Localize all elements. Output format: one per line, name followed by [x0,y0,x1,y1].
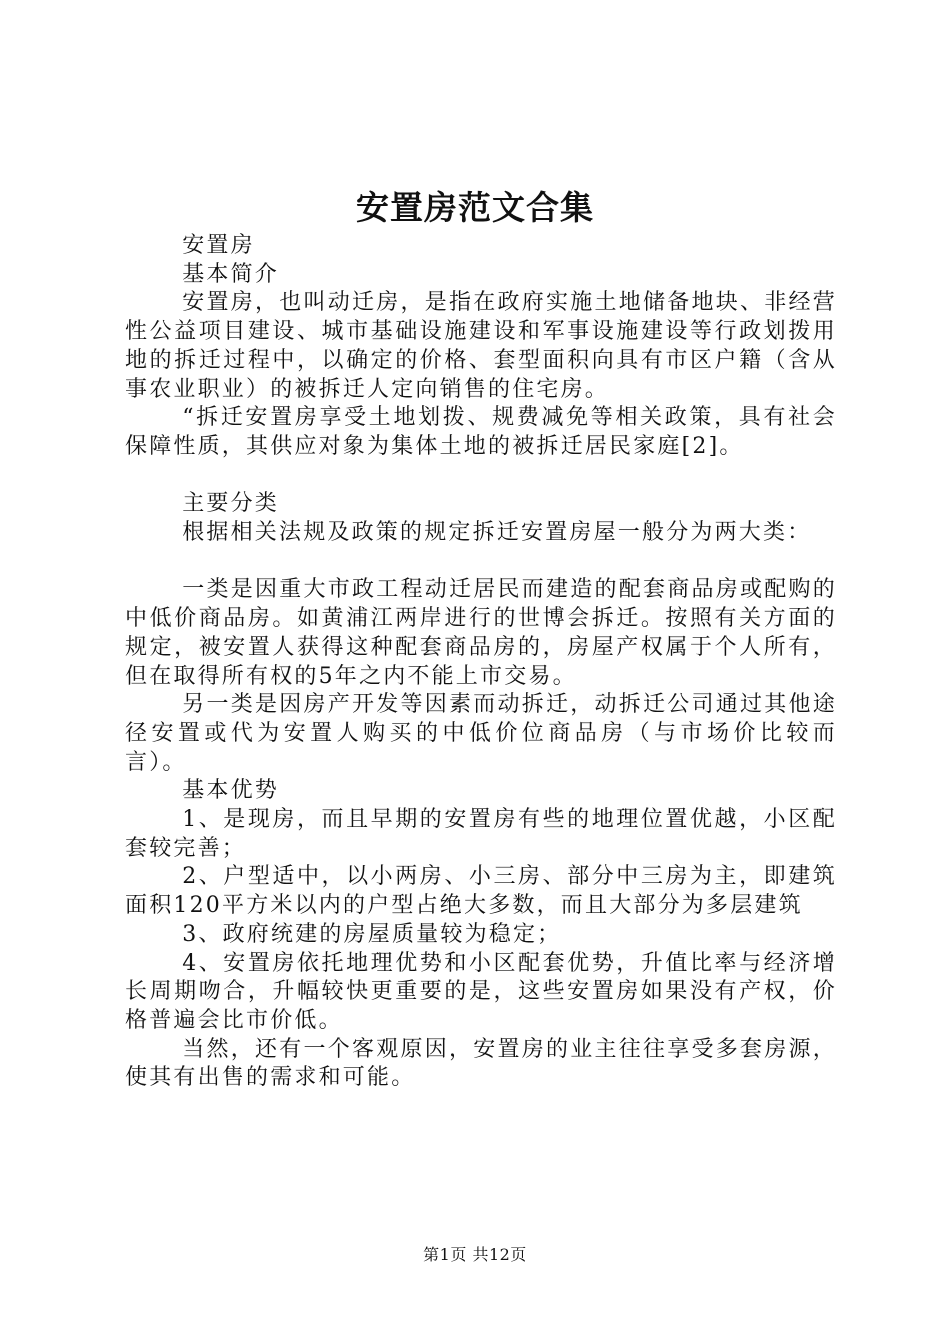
paragraph-conclusion: 当然，还有一个客观原因，安置房的业主往往享受多套房源，使其有出售的需求和可能。 [125,1036,837,1091]
paragraph-advantage-1: 1、是现房，而且早期的安置房有些的地理位置优越，小区配套较完善； [125,807,837,861]
section-heading-intro: 基本简介 [182,261,279,287]
page-number-footer: 第1页 共12页 [423,1245,527,1264]
paragraph-categories-intro: 根据相关法规及政策的规定拆迁安置房屋一般分为两大类： [182,520,812,546]
section-heading-advantages: 基本优势 [182,778,279,804]
paragraph-advantage-3: 3、政府统建的房屋质量较为稳定； [182,921,562,947]
paragraph-heading-anzhifang: 安置房 [182,233,255,258]
paragraph-advantage-2: 2、户型适中，以小两房、小三房、部分中三房为主，即建筑面积120平方米以内的户型占绝大多数，而且大部分为多层建筑 [125,864,837,919]
paragraph-advantage-4: 4、安置房依托地理优势和小区配套优势，升值比率与经济增长周期吻合，升幅较快更重要的是，这些安置房如果没有产权，价格普遍会比市价低。 [125,950,837,1033]
blank-line [125,548,837,577]
document-body [125,232,837,1093]
paragraph-definition: 安置房，也叫动迁房，是指在政府实施土地储备地块、非经营性公益项目建设、城市基础设施建设和军事设施建设等行政划拨用地的拆迁过程中，以确定的价格、套型面积向具有市区户籍（含从事农业职业）的被拆迁人定向销售的住宅房。 [125,290,837,402]
paragraph-category-two: 另一类是因房产开发等因素而动拆迁，动拆迁公司通过其他途径安置或代为安置人购买的中低价位商品房（与市场价比较而言）。 [125,692,837,775]
document-title: 安置房范文合集 [356,188,594,227]
section-heading-categories: 主要分类 [182,491,279,517]
blank-line [125,462,837,491]
paragraph-policy: “拆迁安置房享受土地划拨、规费减免等相关政策，具有社会保障性质，其供应对象为集体土地的被拆迁居民家庭[2]。 [125,405,837,459]
paragraph-category-one: 一类是因重大市政工程动迁居民而建造的配套商品房或配购的中低价商品房。如黄浦江两岸进行的世博会拆迁。按照有关方面的规定，被安置人获得这种配套商品房的，房屋产权属于个人所有，但在取得所有权的5年之内不能上市交易。 [125,577,837,689]
